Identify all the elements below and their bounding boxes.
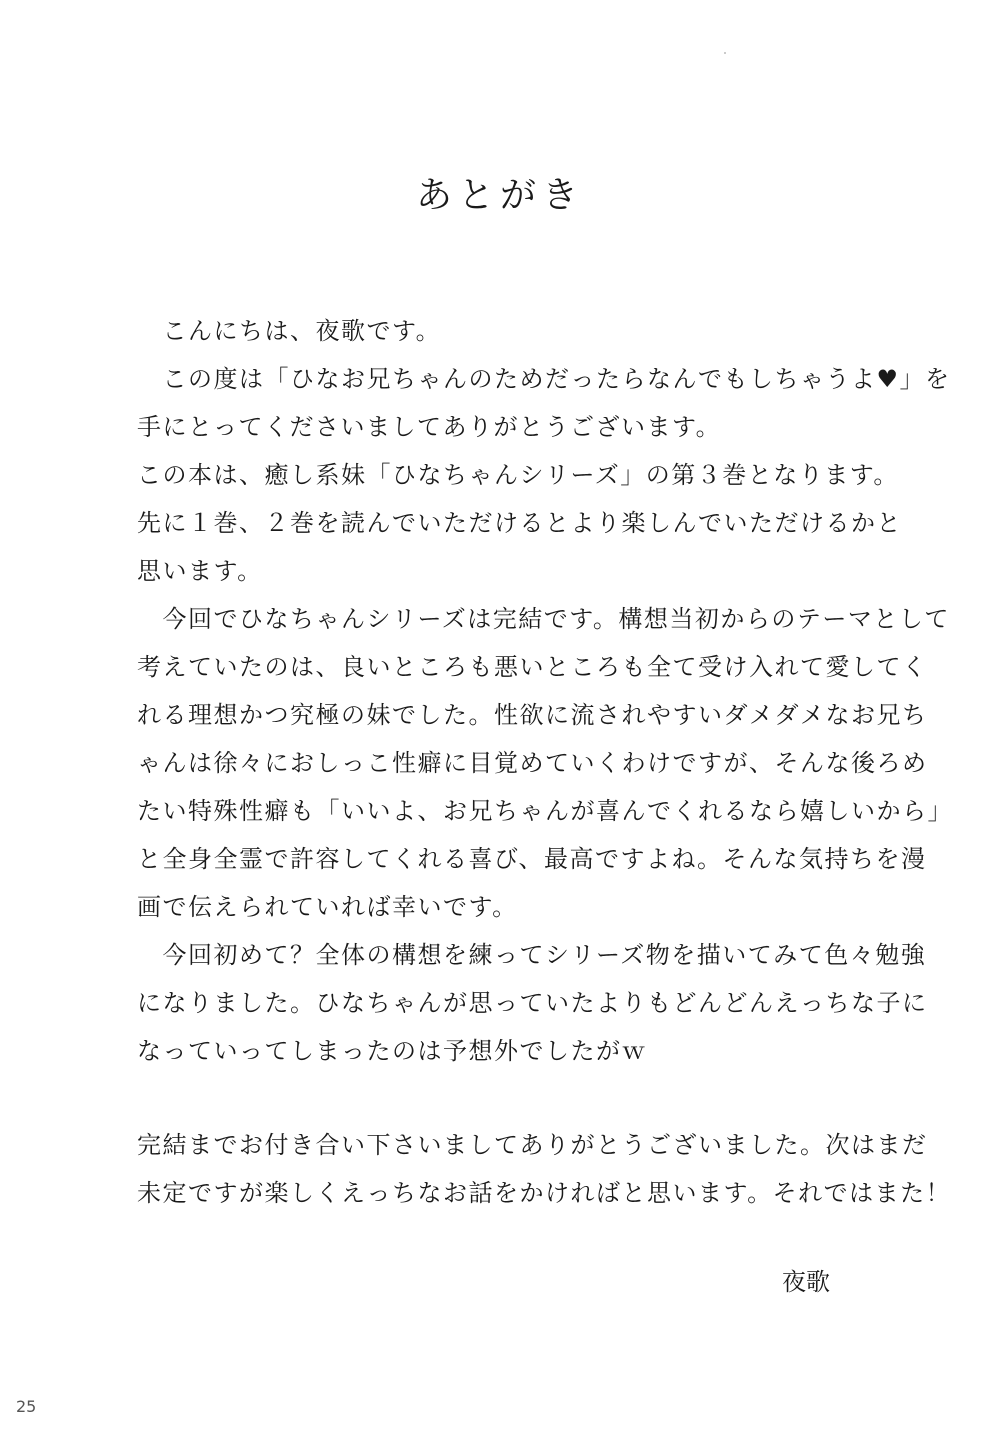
body-line: になりました。ひなちゃんが思っていたよりもどんどんえっちな子に xyxy=(137,989,928,1017)
body-line: たい特殊性癖も「いいよ、お兄ちゃんが喜んでくれるなら嬉しいから」 xyxy=(137,797,953,825)
body-line: なっていってしまったのは予想外でしたがｗ xyxy=(137,1037,647,1065)
body-line: 今回初めて？全体の構想を練ってシリーズ物を描いてみて色々勉強 xyxy=(137,941,927,969)
body-line: 先に１巻、２巻を読んでいただけるとより楽しんでいただけるかと xyxy=(137,509,902,537)
body-line: 完結までお付き合い下さいましてありがとうございました。次はまだ xyxy=(137,1131,928,1159)
page-number: 25 xyxy=(16,1397,37,1416)
body-line: 手にとってくださいましてありがとうございます。 xyxy=(137,413,722,441)
body-line: れる理想かつ究極の妹でした。性欲に流されやすいダメダメなお兄ち xyxy=(137,701,928,729)
body-line: 未定ですが楽しくえっちなお話をかければと思います。それではまた！ xyxy=(137,1179,952,1207)
body-line: 思います。 xyxy=(137,557,263,585)
body-line: こんにちは、夜歌です。 xyxy=(137,317,442,345)
body-line: 考えていたのは、良いところも悪いところも全て受け入れて愛してく xyxy=(137,653,928,681)
body-line: この本は、癒し系妹「ひなちゃんシリーズ」の第３巻となります。 xyxy=(137,461,899,489)
body-line: と全身全霊で許容してくれる喜び、最高ですよね。そんな気持ちを漫 xyxy=(137,845,927,873)
body-line: 今回でひなちゃんシリーズは完結です。構想当初からのテーマとして xyxy=(137,605,950,633)
page-title: あとがき xyxy=(415,175,584,216)
afterword-body xyxy=(137,307,953,1217)
body-line: ゃんは徐々におしっこ性癖に目覚めていくわけですが、そんな後ろめ xyxy=(137,749,928,777)
body-line: 画で伝えられていれば幸いです。 xyxy=(137,893,518,921)
body-line: この度は「ひなお兄ちゃんのためだったらなんでもしちゃうよ♥」を xyxy=(137,365,951,393)
author-signature: 夜歌 xyxy=(782,1268,830,1296)
blank-line xyxy=(137,1075,897,1121)
scan-speck xyxy=(724,52,726,54)
